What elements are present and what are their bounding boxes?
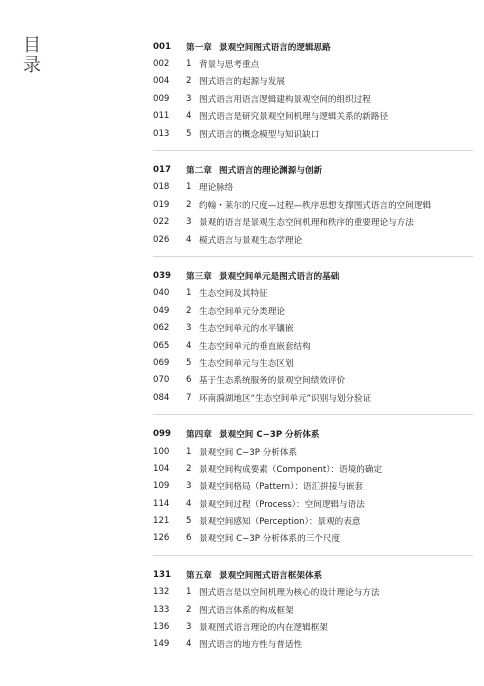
section-title: 景观空间构成要素（Component）：语境的确定 — [199, 464, 383, 475]
section-number: 4 — [186, 498, 192, 509]
section-number: 5 — [186, 128, 192, 139]
section-title: 模式语言与景观生态学理论 — [199, 235, 303, 246]
chapter-page-number: 039 — [153, 270, 171, 281]
section-page-number: 004 — [153, 76, 170, 87]
section-title: 景观空间过程（Process）：空间逻辑与语法 — [199, 499, 365, 510]
section-number: 4 — [186, 340, 192, 351]
section-page-number: 026 — [153, 234, 170, 245]
section-number: 3 — [186, 481, 192, 492]
section-number: 4 — [186, 111, 192, 122]
section-entry[interactable] — [153, 478, 473, 495]
section-number: 6 — [186, 533, 192, 544]
section-page-number: 013 — [153, 128, 170, 139]
section-title: 图式语言是研究景观空间机理与逻辑关系的新路径 — [199, 112, 389, 123]
chapter-title: 景观空间单元是图式语言的基础 — [219, 271, 340, 282]
section-page-number: 011 — [153, 111, 170, 122]
chapter-heading[interactable] — [153, 267, 473, 284]
section-entry[interactable] — [153, 55, 473, 72]
chapter-heading[interactable] — [153, 425, 473, 442]
section-number: 1 — [186, 587, 192, 598]
section-page-number: 019 — [153, 199, 170, 210]
section-title: 环南漪湖地区“生态空间单元”识别与划分验证 — [199, 393, 372, 404]
chapter-page-number: 001 — [153, 41, 171, 52]
section-title: 景观空间感知（Perception）：景观的表意 — [199, 517, 361, 528]
section-entry[interactable] — [153, 389, 473, 406]
chapter-block — [153, 267, 473, 415]
section-number: 5 — [186, 516, 192, 527]
section-entry[interactable] — [153, 302, 473, 319]
section-entry[interactable] — [153, 196, 473, 213]
section-page-number: 022 — [153, 217, 170, 228]
section-number: 4 — [186, 639, 192, 650]
section-page-number: 121 — [153, 516, 170, 527]
section-page-number: 084 — [153, 392, 170, 403]
section-entry[interactable] — [153, 636, 473, 653]
section-title: 基于生态系统服务的景观空间绩效评价 — [199, 376, 346, 387]
chapter-block — [153, 38, 473, 151]
section-number: 3 — [186, 622, 192, 633]
section-page-number: 070 — [153, 375, 170, 386]
section-page-number: 040 — [153, 288, 170, 299]
section-title: 景观空间 C−3P 分析体系 — [199, 447, 298, 458]
section-number: 3 — [186, 93, 192, 104]
section-page-number: 065 — [153, 340, 170, 351]
section-number: 7 — [186, 392, 192, 403]
section-entry[interactable] — [153, 495, 473, 512]
section-entry[interactable] — [153, 530, 473, 547]
section-title: 理论脉络 — [199, 183, 234, 194]
section-number: 2 — [186, 199, 192, 210]
section-page-number: 062 — [153, 323, 170, 334]
section-entry[interactable] — [153, 214, 473, 231]
chapter-label: 第五章 — [186, 570, 212, 581]
section-page-number: 109 — [153, 481, 170, 492]
chapter-label: 第一章 — [186, 42, 212, 53]
section-page-number: 104 — [153, 463, 170, 474]
section-number: 2 — [186, 305, 192, 316]
section-page-number: 100 — [153, 446, 170, 457]
section-number: 2 — [186, 463, 192, 474]
toc-heading — [23, 36, 41, 76]
section-title: 景观空间格局（Pattern）：语汇拼接与嵌套 — [199, 482, 364, 493]
section-page-number: 136 — [153, 622, 170, 633]
section-number: 3 — [186, 323, 192, 334]
section-title: 图式语言用语言逻辑建构景观空间的组织过程 — [199, 94, 371, 105]
section-title: 景观图式语言理论的内在逻辑框架 — [199, 623, 328, 634]
chapter-block — [153, 161, 473, 257]
section-number: 1 — [186, 446, 192, 457]
section-entry[interactable] — [153, 460, 473, 477]
chapter-page-number: 099 — [153, 429, 171, 440]
section-entry[interactable] — [153, 125, 473, 142]
toc-heading-char-1: 目 — [23, 35, 41, 56]
section-title: 约翰・莱尔的尺度—过程—秩序思想支撑图式语言的空间逻辑 — [199, 200, 432, 211]
chapter-title: 景观空间图式语言框架体系 — [219, 570, 323, 581]
chapter-title: 景观空间图式语言的逻辑思路 — [219, 42, 331, 53]
chapter-page-number: 017 — [153, 165, 171, 176]
table-of-contents — [153, 38, 473, 671]
section-title: 图式语言是以空间机理为核心的设计理论与方法 — [199, 588, 380, 599]
section-entry[interactable] — [153, 372, 473, 389]
section-number: 2 — [186, 604, 192, 615]
toc-heading-char-2: 录 — [23, 55, 41, 76]
chapter-block — [153, 566, 473, 661]
chapter-label: 第二章 — [186, 166, 212, 177]
section-page-number: 069 — [153, 357, 170, 368]
section-entry[interactable] — [153, 443, 473, 460]
chapter-title: 图式语言的理论渊源与创新 — [219, 166, 323, 177]
section-title: 生态空间及其特征 — [199, 289, 268, 300]
section-entry[interactable] — [153, 285, 473, 302]
chapter-title: 景观空间 C−3P 分析体系 — [219, 430, 320, 441]
section-title: 生态空间单元的垂直嵌套结构 — [199, 341, 311, 352]
section-entry[interactable] — [153, 73, 473, 90]
section-entry[interactable] — [153, 584, 473, 601]
section-number: 1 — [186, 182, 192, 193]
section-title: 生态空间单元与生态区划 — [199, 358, 294, 369]
chapter-heading[interactable] — [153, 38, 473, 55]
section-number: 2 — [186, 76, 192, 87]
section-page-number: 002 — [153, 59, 170, 70]
section-page-number: 132 — [153, 587, 170, 598]
section-entry[interactable] — [153, 319, 473, 336]
section-title: 图式语言体系的构成框架 — [199, 605, 294, 616]
chapter-label: 第四章 — [186, 430, 212, 441]
section-number: 1 — [186, 59, 192, 70]
section-entry[interactable] — [153, 601, 473, 618]
section-entry[interactable] — [153, 354, 473, 371]
section-number: 4 — [186, 234, 192, 245]
chapter-heading[interactable] — [153, 566, 473, 583]
section-title: 景观的语言是景观生态空间机理和秩序的重要理论与方法 — [199, 218, 414, 229]
section-number: 1 — [186, 288, 192, 299]
section-entry[interactable] — [153, 231, 473, 248]
section-title: 生态空间单元的水平镶嵌 — [199, 324, 294, 335]
chapter-page-number: 131 — [153, 569, 171, 580]
section-page-number: 114 — [153, 498, 170, 509]
section-entry[interactable] — [153, 179, 473, 196]
section-number: 6 — [186, 375, 192, 386]
section-page-number: 009 — [153, 93, 170, 104]
chapter-label: 第三章 — [186, 271, 212, 282]
section-title: 图式语言的地方性与普适性 — [199, 640, 303, 651]
chapter-heading[interactable] — [153, 161, 473, 178]
section-entry[interactable] — [153, 108, 473, 125]
section-page-number: 149 — [153, 639, 170, 650]
section-title: 景观空间 C−3P 分析体系的三个尺度 — [199, 534, 341, 545]
section-entry[interactable] — [153, 512, 473, 529]
section-page-number: 018 — [153, 182, 170, 193]
section-title: 背景与思考重点 — [199, 60, 260, 71]
section-page-number: 126 — [153, 533, 170, 544]
section-number: 5 — [186, 357, 192, 368]
section-page-number: 133 — [153, 604, 170, 615]
section-entry[interactable] — [153, 90, 473, 107]
section-entry[interactable] — [153, 337, 473, 354]
section-title: 生态空间单元分类理论 — [199, 306, 285, 317]
chapter-block — [153, 425, 473, 556]
section-number: 3 — [186, 217, 192, 228]
section-title: 图式语言的概念模型与知识缺口 — [199, 129, 320, 140]
section-title: 图式语言的起源与发展 — [199, 77, 285, 88]
section-page-number: 049 — [153, 305, 170, 316]
section-entry[interactable] — [153, 618, 473, 635]
